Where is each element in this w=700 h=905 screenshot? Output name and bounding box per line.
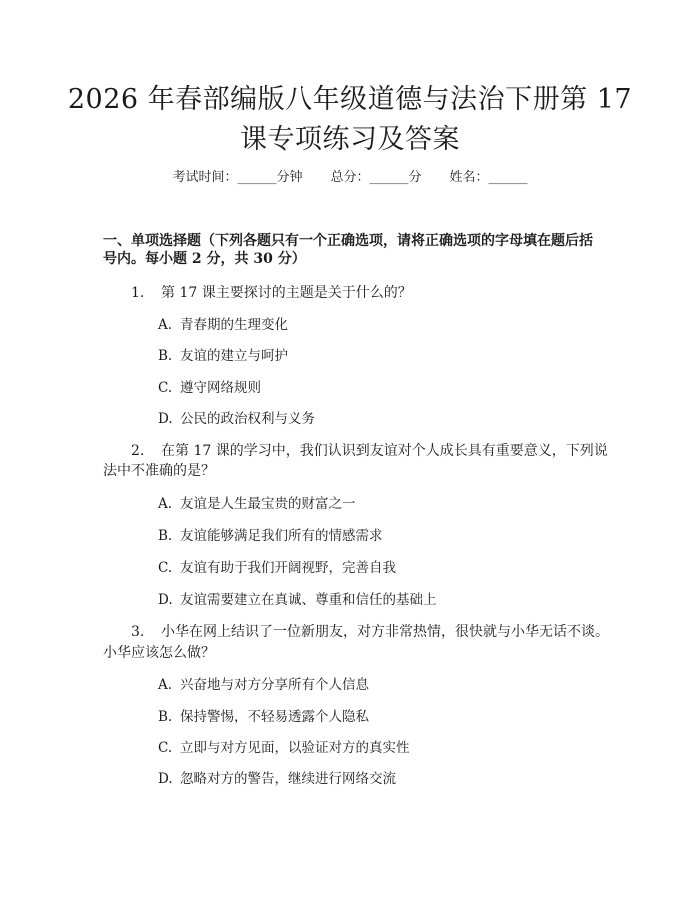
question-number: 3. [131, 624, 145, 640]
option-letter: A. [158, 496, 173, 512]
option-3c [158, 736, 410, 760]
option-text: 忽略对方的警告，继续进行网络交流 [180, 771, 396, 787]
option-1d [158, 407, 315, 431]
option-text: 兴奋地与对方分享所有个人信息 [180, 677, 369, 693]
option-text: 保持警惕，不轻易透露个人隐私 [180, 709, 369, 725]
option-letter: A. [158, 317, 173, 333]
option-1a [158, 313, 288, 337]
question-text: 在第 17 课的学习中，我们认识到友谊对个人成长具有重要意义，下列说 [161, 443, 608, 459]
option-2a [158, 492, 356, 516]
option-letter: D. [158, 411, 173, 427]
option-letter: B. [158, 348, 173, 364]
question-2-continuation: 法中不准确的是？ [103, 463, 215, 479]
option-letter: C. [158, 380, 173, 396]
option-text: 友谊需要建立在真诚、尊重和信任的基础上 [180, 592, 437, 608]
option-text: 友谊能够满足我们所有的情感需求 [180, 528, 383, 544]
name-label: 姓名： [449, 170, 489, 185]
time-blank: ______ [237, 170, 277, 185]
option-letter: D. [158, 592, 173, 608]
option-1b [158, 344, 288, 368]
option-3a [158, 673, 369, 697]
time-label: 考试时间： [172, 170, 238, 185]
option-text: 立即与对方见面，以验证对方的真实性 [180, 740, 410, 756]
question-number: 2. [131, 443, 145, 459]
option-2d [158, 588, 437, 612]
page-title-line-1: 2026 年春部编版八年级道德与法治下册第 17 [67, 84, 633, 115]
option-text: 公民的政治权利与义务 [180, 411, 315, 427]
option-2b [158, 524, 383, 548]
question-1 [131, 281, 412, 305]
page-title-line-2: 课专项练习及答案 [240, 124, 460, 155]
option-text: 友谊有助于我们开阔视野，完善自我 [180, 560, 396, 576]
option-letter: C. [158, 740, 173, 756]
question-text: 小华在网上结识了一位新朋友，对方非常热情，很快就与小华无话不谈。 [161, 624, 609, 640]
question-text: 第 17 课主要探讨的主题是关于什么的？ [161, 285, 412, 301]
exam-meta [0, 166, 700, 190]
option-letter: D. [158, 771, 173, 787]
option-letter: A. [158, 677, 173, 693]
option-text: 友谊的建立与呵护 [180, 348, 288, 364]
option-3d [158, 767, 396, 791]
score-label: 总分： [330, 170, 370, 185]
question-3-continuation: 小华应该怎么做？ [103, 645, 215, 661]
section-heading-line-1: 一、单项选择题（下列各题只有一个正确选项，请将正确选项的字母填在题后括 [103, 233, 593, 249]
option-text: 青春期的生理变化 [180, 317, 288, 333]
score-blank: ______ [369, 170, 409, 185]
option-text: 友谊是人生最宝贵的财富之一 [180, 496, 356, 512]
option-letter: B. [158, 528, 173, 544]
score-unit: 分 [408, 170, 422, 185]
option-text: 遵守网络规则 [180, 380, 261, 396]
option-3b [158, 705, 369, 729]
option-2c [158, 556, 396, 580]
option-letter: B. [158, 709, 173, 725]
section-heading-line-2: 号内。每小题 2 分，共 30 分） [103, 251, 306, 267]
question-number: 1. [131, 285, 145, 301]
option-letter: C. [158, 560, 173, 576]
option-1c [158, 376, 261, 400]
name-blank: ______ [488, 170, 528, 185]
time-unit: 分钟 [276, 170, 303, 185]
